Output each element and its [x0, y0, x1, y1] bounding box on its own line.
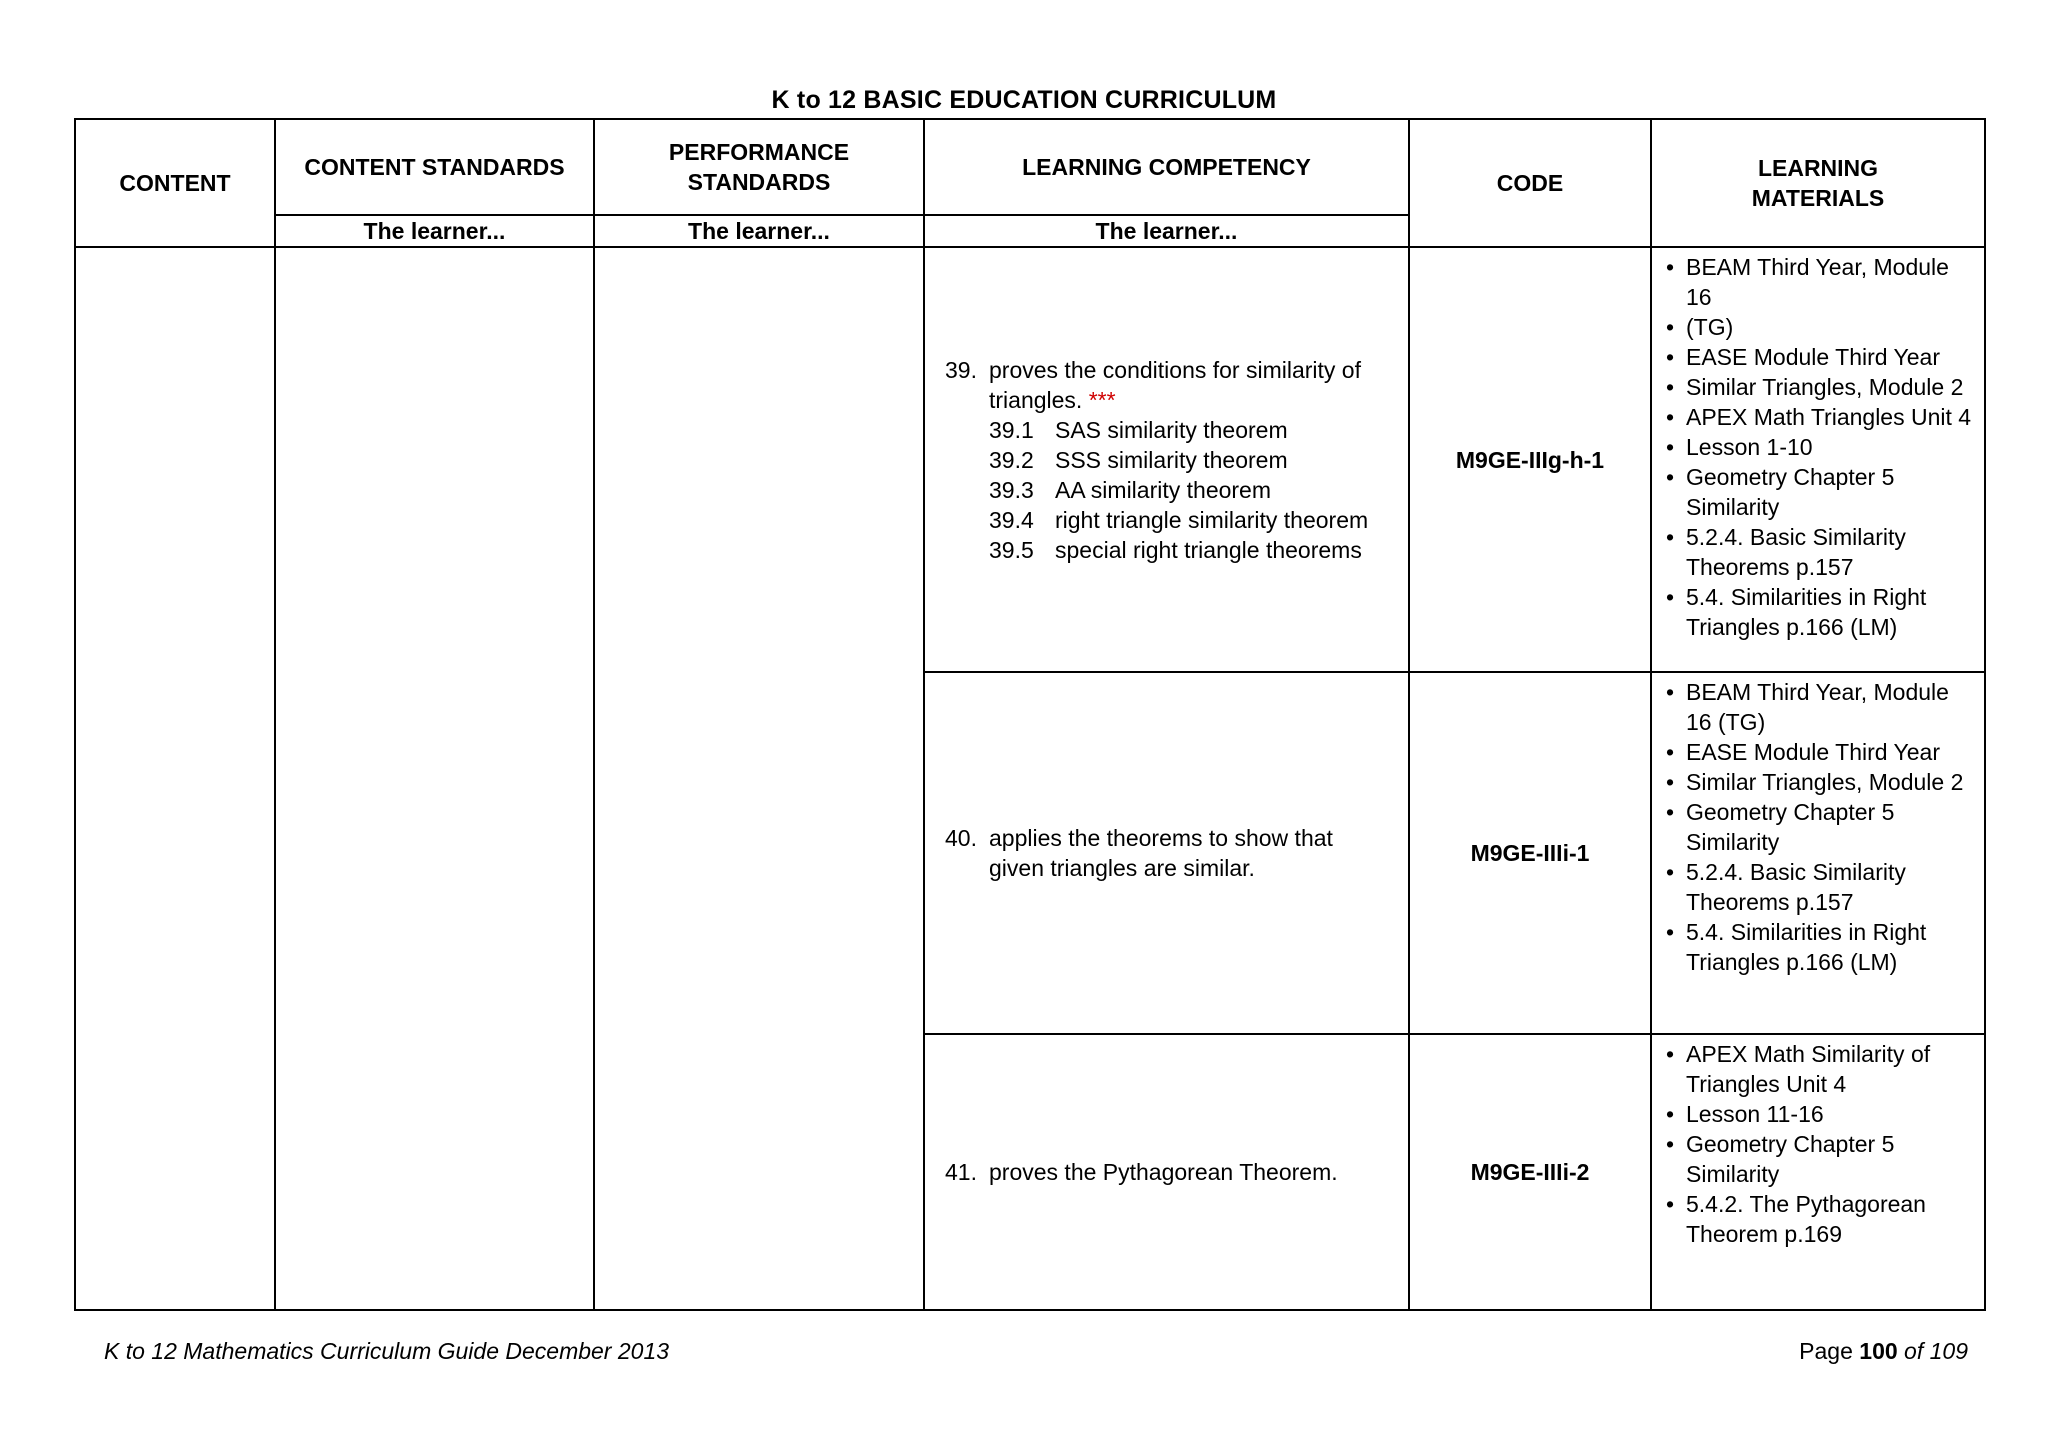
bullet-icon: • — [1666, 524, 1675, 550]
sub-competency-text: special right triangle theorems — [1055, 536, 1362, 563]
material-item: • EASE Module Third Year — [1666, 739, 1941, 765]
header-performance-standards: PERFORMANCE STANDARDS — [594, 119, 924, 215]
material-item: • BEAM Third Year, Module 16 — [1666, 254, 1949, 310]
sub-competency-item — [989, 535, 1392, 565]
sub-competency-number: 39.1 — [989, 416, 1034, 443]
priority-stars: *** — [1088, 386, 1116, 413]
bullet-icon: • — [1666, 464, 1675, 490]
material-item: • 5.4. Similarities in Right Triangles p.166 (LM) — [1666, 584, 1927, 640]
competency-cell — [924, 247, 1409, 672]
competency-text: applies the theorems to show that given triangles are similar. — [989, 825, 1333, 881]
bullet-icon: • — [1666, 374, 1675, 400]
bullet-icon: • — [1666, 434, 1675, 460]
material-item: • Lesson 11-16 — [1666, 1101, 1824, 1127]
material-item: • Lesson 1-10 — [1666, 434, 1813, 460]
material-item: • Geometry Chapter 5 Similarity — [1666, 799, 1895, 855]
bullet-icon: • — [1666, 679, 1675, 705]
material-item: • 5.2.4. Basic Similarity Theorems p.157 — [1666, 859, 1906, 915]
header-content-standards: CONTENT STANDARDS — [275, 119, 594, 215]
material-item: • Geometry Chapter 5 Similarity — [1666, 464, 1895, 520]
materials-cell — [1651, 247, 1985, 672]
material-item: • APEX Math Triangles Unit 4 — [1666, 404, 1972, 430]
sub-competency-text: right triangle similarity theorem — [1055, 506, 1369, 533]
bullet-icon: • — [1666, 1131, 1675, 1157]
bullet-icon: • — [1666, 314, 1675, 340]
sub-competency-text: AA similarity theorem — [1055, 476, 1272, 503]
material-item: • (TG) — [1666, 314, 1734, 340]
sub-competency-item — [989, 415, 1392, 445]
sub-competency-item — [989, 505, 1392, 535]
header-content: CONTENT — [75, 119, 275, 247]
bullet-icon: • — [1666, 859, 1675, 885]
material-item: • Geometry Chapter 5 Similarity — [1666, 1131, 1895, 1187]
competency-text: proves the conditions for similarity of triangles. — [989, 356, 1361, 413]
bullet-icon: • — [1666, 1041, 1675, 1067]
material-item: • BEAM Third Year, Module 16 (TG) — [1666, 679, 1949, 735]
code-cell: M9GE-IIIg-h-1 — [1409, 247, 1651, 672]
bullet-icon: • — [1666, 344, 1675, 370]
header-learning-competency: LEARNING COMPETENCY — [924, 119, 1409, 215]
sub-competency-number: 39.3 — [989, 476, 1034, 503]
sub-competency-text: SAS similarity theorem — [1055, 416, 1288, 443]
code-cell: M9GE-IIIi-1 — [1409, 672, 1651, 1034]
sub-competency-item — [989, 445, 1392, 475]
content-cell — [75, 247, 275, 1310]
bullet-icon: • — [1666, 254, 1675, 280]
sub-competency-list — [989, 415, 1392, 565]
materials-list — [1664, 252, 1972, 642]
materials-list — [1664, 677, 1972, 977]
competency-item — [945, 1157, 1392, 1187]
table-row — [75, 247, 1985, 672]
bullet-icon: • — [1666, 1101, 1675, 1127]
material-item: • APEX Math Similarity of Triangles Unit 4 — [1666, 1041, 1931, 1097]
bullet-icon: • — [1666, 769, 1675, 795]
header-learning-materials: LEARNING MATERIALS — [1651, 119, 1985, 247]
materials-cell — [1651, 1034, 1985, 1310]
material-item: • 5.4. Similarities in Right Triangles p.166 (LM) — [1666, 919, 1927, 975]
sub-competency-number: 39.5 — [989, 536, 1034, 563]
competency-cell — [924, 1034, 1409, 1310]
material-item: • EASE Module Third Year — [1666, 344, 1941, 370]
footer-page-number — [1799, 1338, 1968, 1365]
material-item: • Similar Triangles, Module 2 — [1666, 769, 1964, 795]
sub-competency-number: 39.4 — [989, 506, 1034, 533]
competency-number: 40. — [945, 825, 977, 851]
bullet-icon: • — [1666, 584, 1675, 610]
competency-item — [945, 823, 1392, 883]
material-item: • 5.4.2. The Pythagorean Theorem p.169 — [1666, 1191, 1926, 1247]
subheader-learner-ps: The learner... — [594, 215, 924, 247]
header-code: CODE — [1409, 119, 1651, 247]
subheader-learner-cs: The learner... — [275, 215, 594, 247]
content-standards-cell — [275, 247, 594, 1310]
page-current: 100 — [1859, 1338, 1898, 1364]
competency-text: proves the Pythagorean Theorem. — [989, 1159, 1338, 1185]
page-total: of 109 — [1904, 1338, 1968, 1364]
sub-competency-item — [989, 475, 1392, 505]
material-item: • 5.2.4. Basic Similarity Theorems p.157 — [1666, 524, 1906, 580]
bullet-icon: • — [1666, 1191, 1675, 1217]
document-title: K to 12 BASIC EDUCATION CURRICULUM — [771, 86, 1277, 114]
bullet-icon: • — [1666, 739, 1675, 765]
curriculum-table — [74, 118, 1986, 1311]
sub-competency-number: 39.2 — [989, 446, 1034, 473]
page-label: Page — [1799, 1338, 1853, 1364]
footer-guide-title: K to 12 Mathematics Curriculum Guide December 2013 — [104, 1338, 670, 1364]
competency-number: 41. — [945, 1159, 977, 1185]
bullet-icon: • — [1666, 799, 1675, 825]
competency-item — [945, 355, 1392, 565]
code-cell: M9GE-IIIi-2 — [1409, 1034, 1651, 1310]
performance-standards-cell — [594, 247, 924, 1310]
competency-number: 39. — [945, 356, 977, 383]
materials-list — [1664, 1039, 1972, 1249]
bullet-icon: • — [1666, 919, 1675, 945]
competency-cell — [924, 672, 1409, 1034]
sub-competency-text: SSS similarity theorem — [1055, 446, 1288, 473]
subheader-learner-lc: The learner... — [924, 215, 1409, 247]
materials-cell — [1651, 672, 1985, 1034]
bullet-icon: • — [1666, 404, 1675, 430]
material-item: • Similar Triangles, Module 2 — [1666, 374, 1964, 400]
